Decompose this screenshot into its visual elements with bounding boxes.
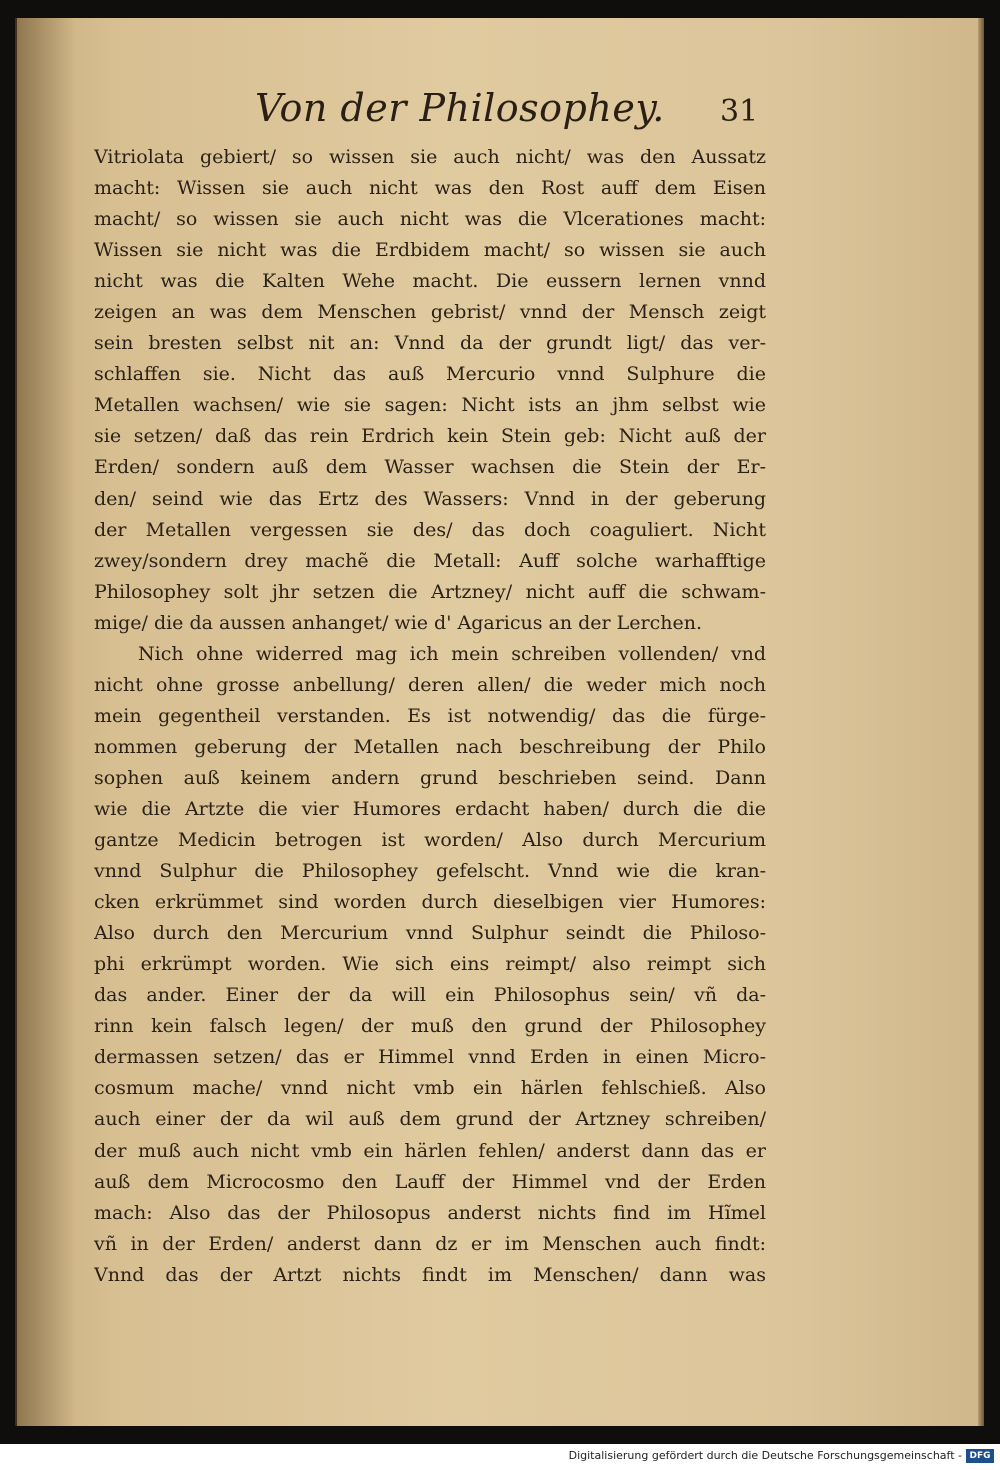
running-head: Von der Philosophey. — [255, 86, 665, 130]
text-line: vñ in der Erden/ anderst dann dz er im Menschen auch findt: — [94, 1232, 766, 1255]
text-line: Nich ohne widerred mag ich mein schreiben vollenden/ vnd — [138, 642, 766, 665]
text-line: Philosophey solt jhr setzen die Artzney/ nicht auff die schwam- — [94, 580, 766, 603]
text-line: sein bresten selbst nit an: Vnnd da der grundt ligt/ das ver- — [94, 332, 766, 355]
book-page — [15, 18, 982, 1426]
text-line: rinn kein falsch legen/ der muß den grund der Philosophey — [94, 1015, 766, 1038]
page-number: 31 — [720, 94, 759, 129]
text-line: nicht ohne grosse anbellung/ deren allen/ die weder mich noch — [94, 673, 766, 696]
text-line: dermassen setzen/ das er Himmel vnnd Erden in einen Micro- — [94, 1046, 766, 1069]
funding-credit: Digitalisierung gefördert durch die Deutsche Forschungsgemeinschaft - — [568, 1449, 962, 1462]
text-line: nommen geberung der Metallen nach beschreibung der Philo — [94, 735, 766, 758]
text-line: cosmum mache/ vnnd nicht vmb ein härlen fehlschieß. Also — [94, 1077, 766, 1100]
text-line: zeigen an was dem Menschen gebrist/ vnnd der Mensch zeigt — [94, 301, 766, 324]
text-line: cken erkrümmet sind worden durch dieselbigen vier Humores: — [94, 891, 766, 914]
text-line: sie setzen/ daß das rein Erdrich kein Stein geb: Nicht auß der — [94, 425, 766, 448]
dfg-logo: DFG — [966, 1449, 994, 1463]
page-header — [17, 86, 982, 140]
text-line: der muß auch nicht vmb ein härlen fehlen/ anderst dann das er — [94, 1139, 766, 1162]
text-line: schlaffen sie. Nicht das auß Mercurio vnnd Sulphure die — [94, 363, 766, 386]
text-line: auch einer der da wil auß dem grund der Artzney schreiben/ — [94, 1108, 766, 1131]
text-line: Metallen wachsen/ wie sie sagen: Nicht ists an jhm selbst wie — [94, 394, 766, 417]
text-line: Vitriolata gebiert/ so wissen sie auch nicht/ was den Aussatz — [94, 146, 766, 168]
text-line: vnnd Sulphur die Philosophey gefelscht. Vnnd wie die kran- — [94, 860, 766, 883]
text-line: den/ seind wie das Ertz des Wassers: Vnnd in der geberung — [94, 487, 766, 510]
text-line: mein gegentheil verstanden. Es ist notwendig/ das die fürge- — [94, 704, 766, 727]
text-line: gantze Medicin betrogen ist worden/ Also durch Mercurium — [94, 829, 766, 852]
text-line: auß dem Microcosmo den Lauff der Himmel vnd der Erden — [94, 1170, 766, 1193]
text-line: phi erkrümpt worden. Wie sich eins reimpt/ also reimpt sich — [94, 953, 766, 976]
text-line: macht: Wissen sie auch nicht was den Rost auff dem Eisen — [94, 177, 766, 200]
text-line: Also durch den Mercurium vnnd Sulphur seindt die Philoso- — [94, 922, 766, 945]
text-line: Erden/ sondern auß dem Wasser wachsen die Stein der Er- — [94, 456, 766, 479]
text-line: mach: Also das der Philosopus anderst nichts find im Hĩmel — [94, 1201, 766, 1224]
footer-bar — [0, 1444, 1000, 1470]
text-line: sophen auß keinem andern grund beschrieben seind. Dann — [94, 766, 766, 789]
gutter-shadow — [15, 18, 75, 1426]
text-line: zwey/sondern drey machẽ die Metall: Auff solche warhafftige — [94, 549, 766, 572]
body-text — [94, 142, 766, 1291]
page-edge — [978, 18, 984, 1426]
text-line: Wissen sie nicht was die Erdbidem macht/ so wissen sie auch — [94, 239, 766, 262]
text-line: Vnnd das der Artzt nichts findt im Menschen/ dann was — [94, 1263, 766, 1286]
text-line: das ander. Einer der da will ein Philosophus sein/ vñ da- — [94, 984, 766, 1007]
text-line: nicht was die Kalten Wehe macht. Die eussern lernen vnnd — [94, 270, 766, 293]
text-line: mige/ die da aussen anhanget/ wie d' Agaricus an der Lerchen. — [94, 611, 702, 634]
text-line: der Metallen vergessen sie des/ das doch coaguliert. Nicht — [94, 518, 766, 541]
text-line: wie die Artzte die vier Humores erdacht haben/ durch die die — [94, 797, 766, 820]
text-line: macht/ so wissen sie auch nicht was die Vlcerationes macht: — [94, 208, 766, 231]
